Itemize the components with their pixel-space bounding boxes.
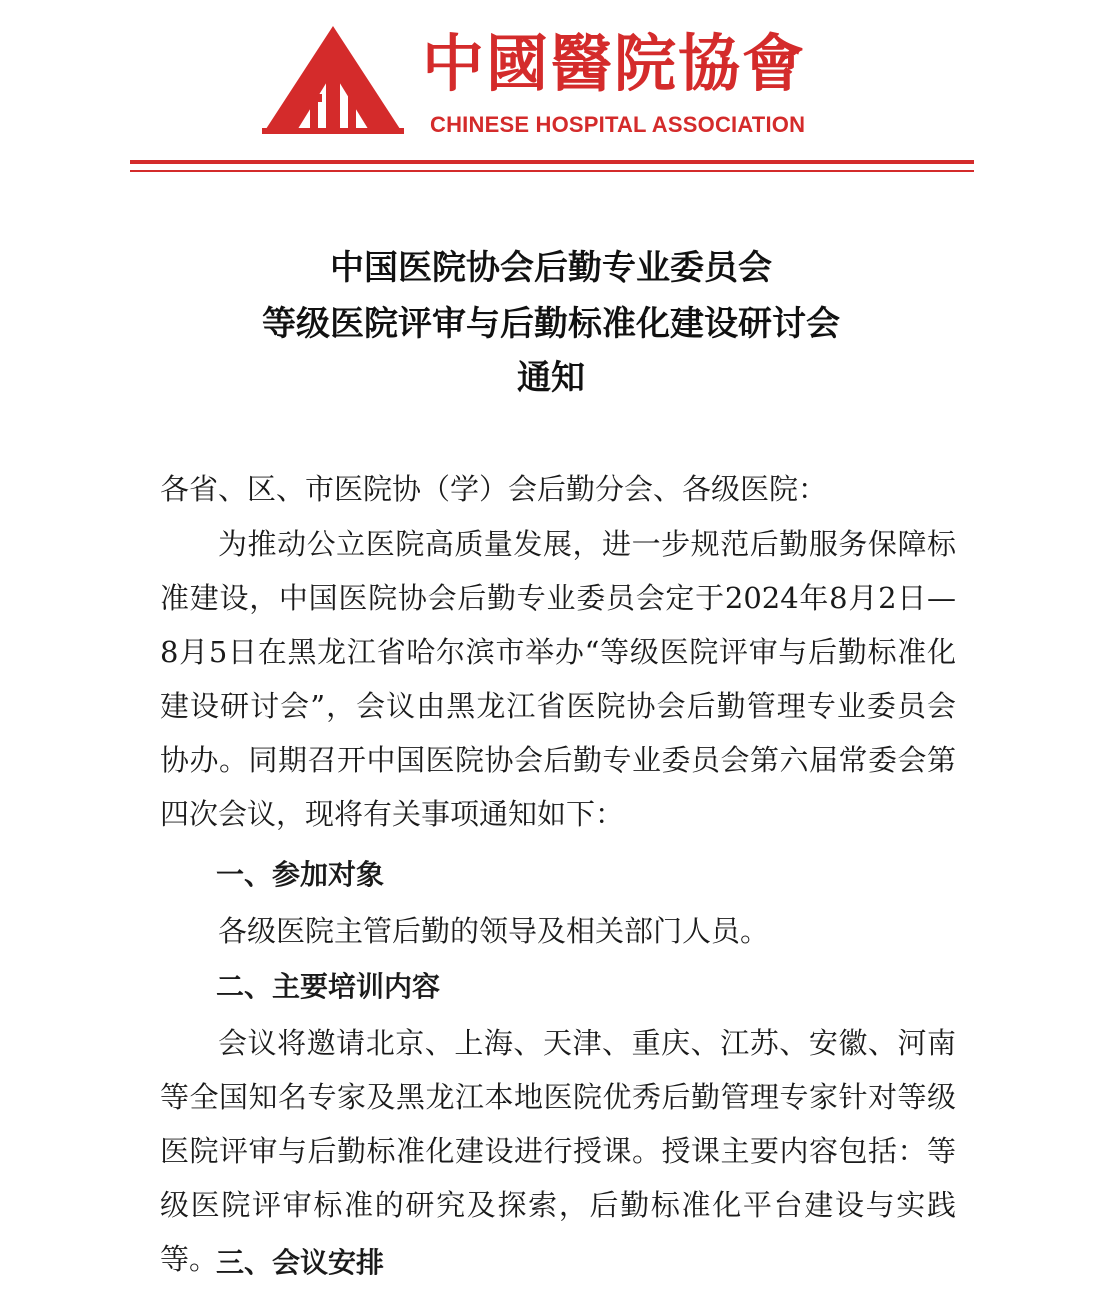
notice-title-line1: 中国医院协会后勤专业委员会 <box>330 248 772 288</box>
letterhead-divider-thick <box>130 160 974 164</box>
notice-title-line2: 等级医院评审与后勤标准化建设研讨会 <box>262 304 840 344</box>
org-name-en: CHINESE HOSPITAL ASSOCIATION <box>430 112 806 137</box>
section1-heading: 一、参加对象 <box>216 858 385 891</box>
section2-heading: 二、主要培训内容 <box>216 970 441 1003</box>
section3-heading: 三、会议安排 <box>216 1246 385 1279</box>
salutation: 各省、区、市医院协（学）会后勤分会、各级医院： <box>160 472 828 506</box>
section1-paragraph: 各级医院主管后勤的领导及相关部门人员。 <box>218 914 770 948</box>
org-name-cn: 中國醫院協會 <box>422 27 807 100</box>
letterhead-divider-thin <box>130 170 974 172</box>
letterhead <box>262 24 842 144</box>
notice-title-line3: 通知 <box>517 358 585 398</box>
section2-paragraph: 会议将邀请北京、上海、天津、重庆、江苏、安徽、河南等全国知名专家及黑龙江本地医院优秀后勤管理专家针对等级医院评审与后勤标准化建设进行授课。授课主要内容包括：等级医院评审标准的研究及探索，后勤标准化平台建设与实践等。 <box>160 1026 956 1276</box>
cha-logo-icon <box>262 24 404 136</box>
intro-paragraph: 为推动公立医院高质量发展，进一步规范后勤服务保障标准建设，中国医院协会后勤专业委员会定于2024年8月2日—8月5日在黑龙江省哈尔滨市举办“等级医院评审与后勤标准化建设研讨会”，会议由黑龙江省医院协会后勤管理专业委员会协办。同期召开中国医院协会后勤专业委员会第六届常委会第四次会议，现将有关事项通知如下： <box>160 527 956 831</box>
